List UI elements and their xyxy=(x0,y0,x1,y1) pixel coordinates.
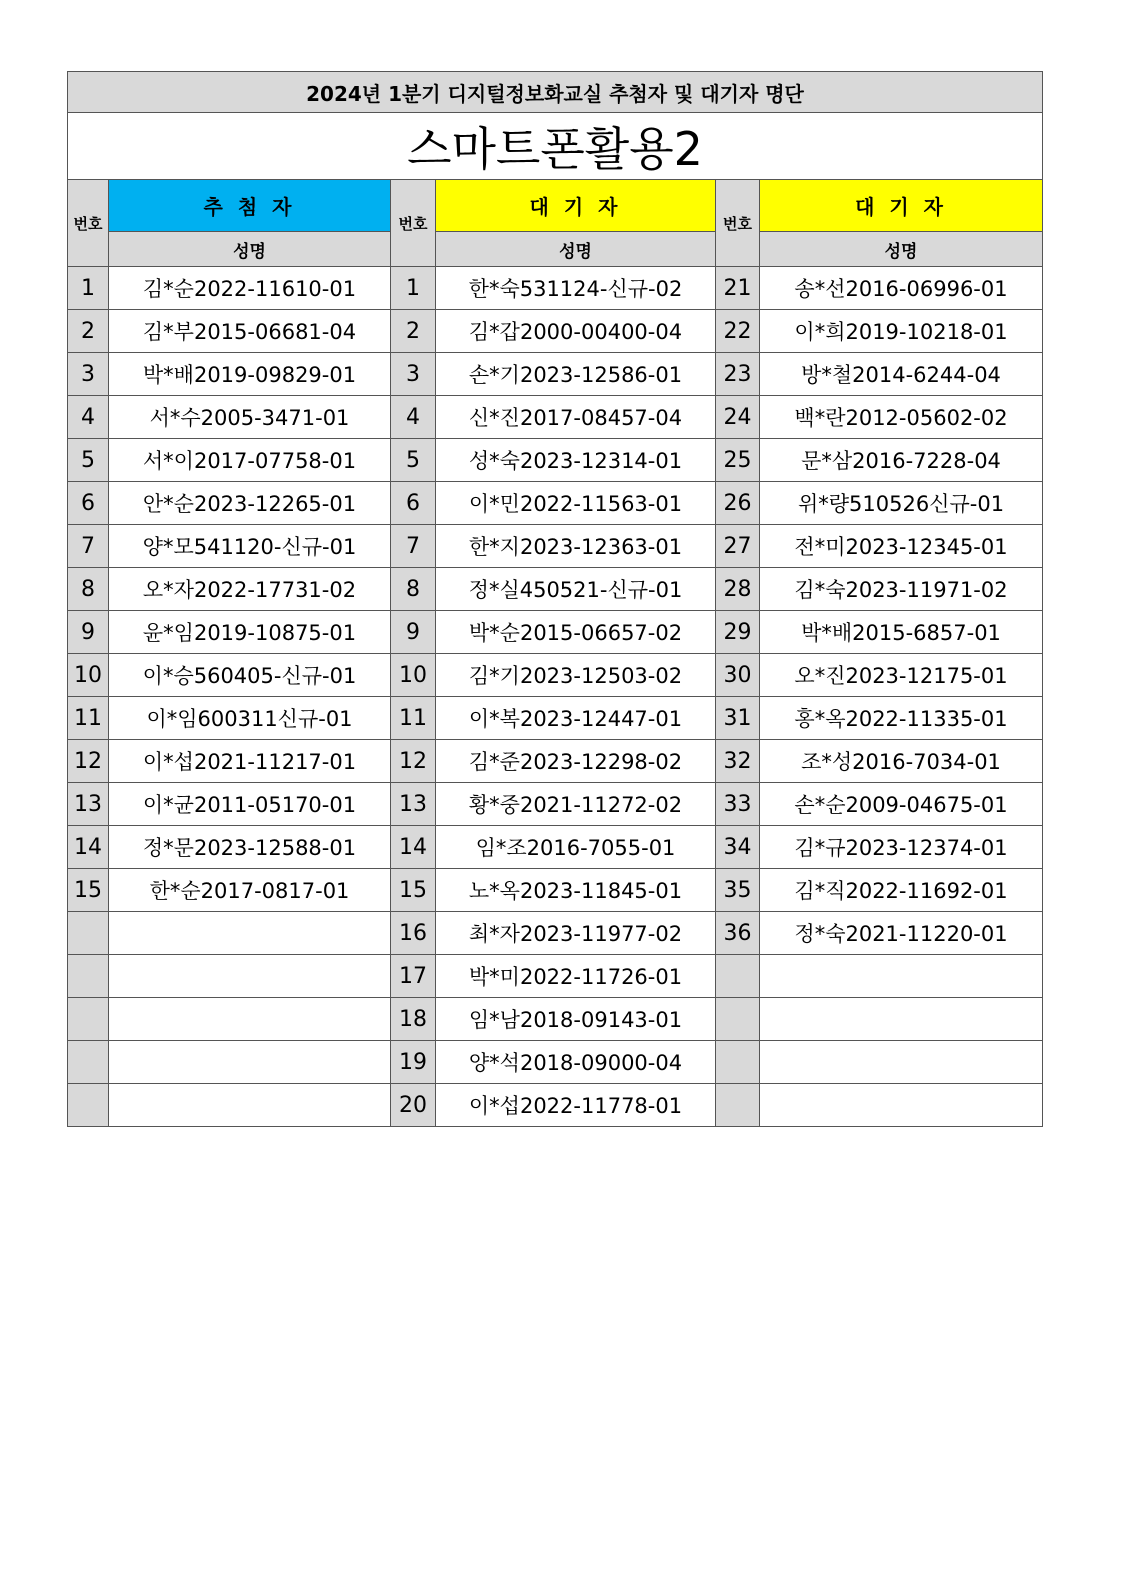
waiting-group-header: 대 기 자 xyxy=(436,180,716,232)
person-entry xyxy=(760,1041,1043,1084)
table-row xyxy=(68,783,1043,826)
row-number: 36 xyxy=(716,912,760,955)
person-entry: 손*기2023-12586-01 xyxy=(436,353,716,396)
table-row xyxy=(68,740,1043,783)
person-entry: 이*희2019-10218-01 xyxy=(760,310,1043,353)
table-row xyxy=(68,310,1043,353)
name-header-row xyxy=(68,232,1043,267)
row-number xyxy=(716,1084,760,1127)
table-row xyxy=(68,869,1043,912)
row-number: 14 xyxy=(68,826,109,869)
selected-group-header: 추 첨 자 xyxy=(109,180,391,232)
person-entry xyxy=(109,1041,391,1084)
row-number: 27 xyxy=(716,525,760,568)
row-number xyxy=(68,1041,109,1084)
person-entry: 박*배2019-09829-01 xyxy=(109,353,391,396)
person-entry xyxy=(760,1084,1043,1127)
sheet-caption: 2024년 1분기 디지털정보화교실 추첨자 및 대기자 명단 xyxy=(68,72,1043,113)
person-entry xyxy=(109,1084,391,1127)
person-entry: 송*선2016-06996-01 xyxy=(760,267,1043,310)
table-row xyxy=(68,955,1043,998)
row-number: 13 xyxy=(391,783,436,826)
row-number: 21 xyxy=(716,267,760,310)
row-number: 18 xyxy=(391,998,436,1041)
person-entry: 서*수2005-3471-01 xyxy=(109,396,391,439)
person-entry xyxy=(109,955,391,998)
table-row xyxy=(68,654,1043,697)
row-number: 15 xyxy=(391,869,436,912)
row-number: 12 xyxy=(391,740,436,783)
row-number: 9 xyxy=(391,611,436,654)
person-entry: 김*기2023-12503-02 xyxy=(436,654,716,697)
row-number xyxy=(716,955,760,998)
person-entry: 이*민2022-11563-01 xyxy=(436,482,716,525)
person-entry: 김*갑2000-00400-04 xyxy=(436,310,716,353)
person-entry: 박*순2015-06657-02 xyxy=(436,611,716,654)
row-number: 28 xyxy=(716,568,760,611)
person-entry: 조*성2016-7034-01 xyxy=(760,740,1043,783)
number-header: 번호 xyxy=(68,180,109,267)
person-entry: 노*옥2023-11845-01 xyxy=(436,869,716,912)
row-number: 4 xyxy=(68,396,109,439)
group-header-row xyxy=(68,180,1043,232)
person-entry xyxy=(760,998,1043,1041)
person-entry: 한*지2023-12363-01 xyxy=(436,525,716,568)
table-row xyxy=(68,396,1043,439)
row-number xyxy=(68,998,109,1041)
person-entry: 박*배2015-6857-01 xyxy=(760,611,1043,654)
row-number: 3 xyxy=(68,353,109,396)
row-number: 19 xyxy=(391,1041,436,1084)
table-row xyxy=(68,525,1043,568)
row-number: 8 xyxy=(391,568,436,611)
person-entry: 양*석2018-09000-04 xyxy=(436,1041,716,1084)
row-number: 35 xyxy=(716,869,760,912)
row-number: 16 xyxy=(391,912,436,955)
person-entry: 정*숙2021-11220-01 xyxy=(760,912,1043,955)
person-entry xyxy=(109,912,391,955)
person-entry: 황*중2021-11272-02 xyxy=(436,783,716,826)
row-number: 2 xyxy=(68,310,109,353)
row-number xyxy=(68,912,109,955)
person-entry xyxy=(109,998,391,1041)
number-header: 번호 xyxy=(716,180,760,267)
row-number: 5 xyxy=(68,439,109,482)
person-entry: 손*순2009-04675-01 xyxy=(760,783,1043,826)
title-row xyxy=(68,113,1043,180)
person-entry: 오*자2022-17731-02 xyxy=(109,568,391,611)
row-number: 11 xyxy=(68,697,109,740)
person-entry: 한*숙531124-신규-02 xyxy=(436,267,716,310)
row-number: 5 xyxy=(391,439,436,482)
row-number: 3 xyxy=(391,353,436,396)
person-entry: 이*균2011-05170-01 xyxy=(109,783,391,826)
row-number: 17 xyxy=(391,955,436,998)
row-number: 7 xyxy=(68,525,109,568)
person-entry: 이*섭2022-11778-01 xyxy=(436,1084,716,1127)
row-number: 23 xyxy=(716,353,760,396)
row-number xyxy=(716,998,760,1041)
row-number: 25 xyxy=(716,439,760,482)
person-entry: 위*량510526신규-01 xyxy=(760,482,1043,525)
person-entry: 문*삼2016-7228-04 xyxy=(760,439,1043,482)
person-entry: 이*섭2021-11217-01 xyxy=(109,740,391,783)
roster-table xyxy=(67,71,1043,1127)
row-number: 9 xyxy=(68,611,109,654)
person-entry: 양*모541120-신규-01 xyxy=(109,525,391,568)
person-entry: 김*준2023-12298-02 xyxy=(436,740,716,783)
person-entry: 김*직2022-11692-01 xyxy=(760,869,1043,912)
person-entry: 오*진2023-12175-01 xyxy=(760,654,1043,697)
person-entry: 김*규2023-12374-01 xyxy=(760,826,1043,869)
person-entry: 방*철2014-6244-04 xyxy=(760,353,1043,396)
row-number: 13 xyxy=(68,783,109,826)
person-entry: 정*실450521-신규-01 xyxy=(436,568,716,611)
person-entry: 안*순2023-12265-01 xyxy=(109,482,391,525)
person-entry: 한*순2017-0817-01 xyxy=(109,869,391,912)
person-entry: 박*미2022-11726-01 xyxy=(436,955,716,998)
row-number: 1 xyxy=(391,267,436,310)
name-header: 성명 xyxy=(109,232,391,267)
row-number xyxy=(68,955,109,998)
person-entry: 김*숙2023-11971-02 xyxy=(760,568,1043,611)
table-row xyxy=(68,1084,1043,1127)
table-row xyxy=(68,568,1043,611)
page-title: 스마트폰활용2 xyxy=(68,113,1043,180)
person-entry: 이*복2023-12447-01 xyxy=(436,697,716,740)
row-number: 32 xyxy=(716,740,760,783)
table-row xyxy=(68,998,1043,1041)
person-entry: 백*란2012-05602-02 xyxy=(760,396,1043,439)
row-number: 11 xyxy=(391,697,436,740)
row-number: 2 xyxy=(391,310,436,353)
row-number: 10 xyxy=(68,654,109,697)
number-header: 번호 xyxy=(391,180,436,267)
row-number: 34 xyxy=(716,826,760,869)
row-number: 6 xyxy=(391,482,436,525)
row-number: 6 xyxy=(68,482,109,525)
row-number: 12 xyxy=(68,740,109,783)
row-number: 26 xyxy=(716,482,760,525)
person-entry: 성*숙2023-12314-01 xyxy=(436,439,716,482)
caption-row xyxy=(68,72,1043,113)
person-entry: 김*순2022-11610-01 xyxy=(109,267,391,310)
name-header: 성명 xyxy=(436,232,716,267)
table-row xyxy=(68,611,1043,654)
table-row xyxy=(68,482,1043,525)
person-entry: 신*진2017-08457-04 xyxy=(436,396,716,439)
table-row xyxy=(68,826,1043,869)
table-row xyxy=(68,353,1043,396)
person-entry: 정*문2023-12588-01 xyxy=(109,826,391,869)
person-entry: 김*부2015-06681-04 xyxy=(109,310,391,353)
row-number: 15 xyxy=(68,869,109,912)
table-row xyxy=(68,439,1043,482)
row-number: 24 xyxy=(716,396,760,439)
person-entry: 이*임600311신규-01 xyxy=(109,697,391,740)
person-entry xyxy=(760,955,1043,998)
row-number: 7 xyxy=(391,525,436,568)
row-number: 20 xyxy=(391,1084,436,1127)
waiting-group-header: 대 기 자 xyxy=(760,180,1043,232)
row-number xyxy=(68,1084,109,1127)
row-number: 22 xyxy=(716,310,760,353)
row-number: 1 xyxy=(68,267,109,310)
person-entry: 임*조2016-7055-01 xyxy=(436,826,716,869)
row-number xyxy=(716,1041,760,1084)
person-entry: 홍*옥2022-11335-01 xyxy=(760,697,1043,740)
row-number: 14 xyxy=(391,826,436,869)
name-header: 성명 xyxy=(760,232,1043,267)
table-row xyxy=(68,1041,1043,1084)
person-entry: 윤*임2019-10875-01 xyxy=(109,611,391,654)
row-number: 30 xyxy=(716,654,760,697)
person-entry: 이*승560405-신규-01 xyxy=(109,654,391,697)
table-row xyxy=(68,912,1043,955)
row-number: 29 xyxy=(716,611,760,654)
person-entry: 전*미2023-12345-01 xyxy=(760,525,1043,568)
row-number: 4 xyxy=(391,396,436,439)
person-entry: 최*자2023-11977-02 xyxy=(436,912,716,955)
table-row xyxy=(68,697,1043,740)
row-number: 8 xyxy=(68,568,109,611)
row-number: 10 xyxy=(391,654,436,697)
row-number: 33 xyxy=(716,783,760,826)
person-entry: 서*이2017-07758-01 xyxy=(109,439,391,482)
row-number: 31 xyxy=(716,697,760,740)
table-row xyxy=(68,267,1043,310)
person-entry: 임*남2018-09143-01 xyxy=(436,998,716,1041)
